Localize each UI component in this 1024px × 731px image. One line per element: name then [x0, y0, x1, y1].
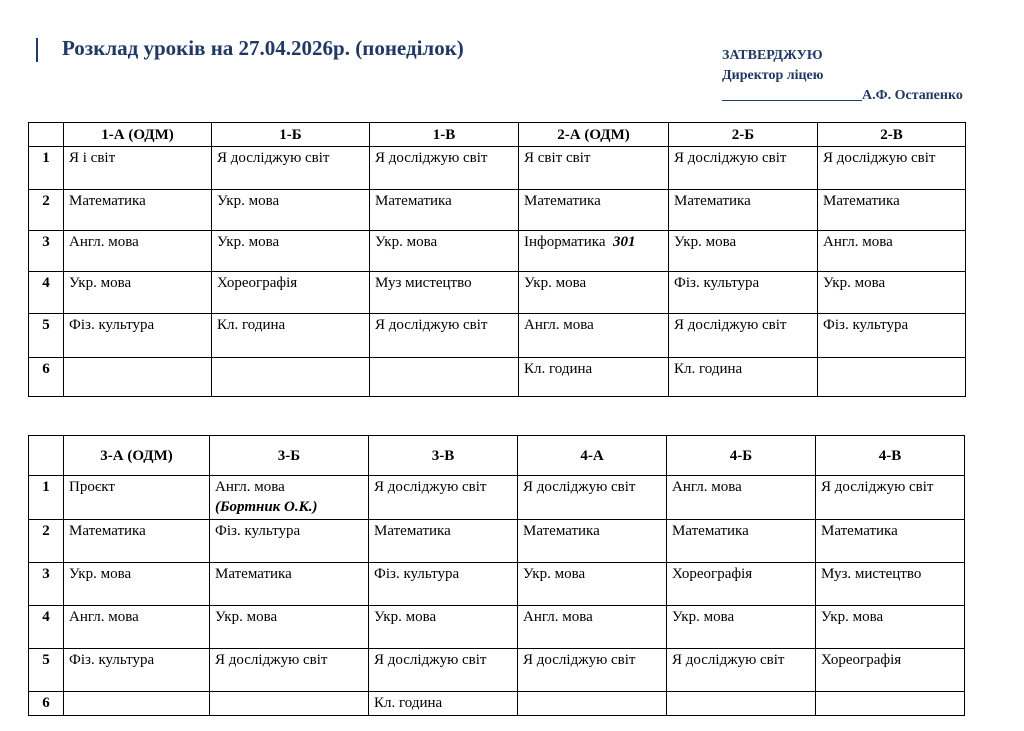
lesson-cell: Математика [816, 520, 965, 563]
lesson-cell: Укр. мова [212, 190, 370, 231]
lesson-cell [816, 692, 965, 716]
lesson-cell: Англ. мова [818, 231, 966, 272]
lesson-cell: Укр. мова [64, 563, 210, 606]
corner-cell [29, 123, 64, 147]
table-row [29, 520, 965, 563]
table-row [29, 606, 965, 649]
class-header: 1-Б [212, 123, 370, 147]
lesson-cell [64, 692, 210, 716]
lesson-cell: Кл. година [369, 692, 518, 716]
lesson-cell: Укр. мова [369, 606, 518, 649]
lesson-cell: Я і світ [64, 147, 212, 190]
lesson-cell: Кл. година [519, 358, 669, 397]
class-header: 4-Б [667, 436, 816, 476]
lesson-cell: Математика [64, 520, 210, 563]
lesson-cell: Фіз. культура [669, 272, 818, 314]
lesson-cell: Я досліджую світ [518, 649, 667, 692]
subject-name: Інформатика [524, 234, 606, 250]
lesson-cell: Хореографія [212, 272, 370, 314]
lesson-cell: Укр. мова [667, 606, 816, 649]
class-header: 3-А (ОДМ) [64, 436, 210, 476]
lesson-cell: Математика [64, 190, 212, 231]
lesson-cell: Я досліджую світ [369, 649, 518, 692]
lesson-cell: Укр. мова [518, 563, 667, 606]
table-row [29, 476, 965, 520]
lesson-number: 6 [29, 692, 64, 716]
table-row [29, 147, 966, 190]
lesson-cell [210, 476, 369, 520]
lesson-cell: Фіз. культура [210, 520, 369, 563]
class-header: 1-А (ОДМ) [64, 123, 212, 147]
lesson-cell [818, 358, 966, 397]
class-header: 1-В [370, 123, 519, 147]
lesson-cell: Я досліджую світ [210, 649, 369, 692]
approver-name: А.Ф. Остапенко [862, 88, 963, 103]
lesson-cell: Укр. мова [818, 272, 966, 314]
lesson-number: 1 [29, 147, 64, 190]
room-number: 301 [612, 234, 636, 250]
lesson-cell: Англ. мова [64, 606, 210, 649]
table-row [29, 563, 965, 606]
lesson-number: 2 [29, 520, 64, 563]
text-cursor [36, 38, 38, 62]
lesson-cell: Муз. мистецтво [816, 563, 965, 606]
class-header: 2-А (ОДМ) [519, 123, 669, 147]
lesson-cell: Проєкт [64, 476, 210, 520]
lesson-cell: Я досліджую світ [212, 147, 370, 190]
lesson-cell: Математика [518, 520, 667, 563]
table-row [29, 190, 966, 231]
lesson-number: 2 [29, 190, 64, 231]
lesson-cell: Фіз. культура [818, 314, 966, 358]
lesson-cell: Англ. мова [519, 314, 669, 358]
table-row [29, 692, 965, 716]
lesson-cell: Я світ світ [519, 147, 669, 190]
class-header: 2-В [818, 123, 966, 147]
table-row [29, 649, 965, 692]
approver-position: Директор ліцею [722, 68, 824, 83]
lesson-cell: Математика [519, 190, 669, 231]
table-row [29, 314, 966, 358]
lesson-cell: Математика [369, 520, 518, 563]
lesson-cell [64, 358, 212, 397]
lesson-cell [518, 692, 667, 716]
teacher-note: (Бортник О.К.) [215, 499, 318, 515]
lesson-cell: Фіз. культура [64, 649, 210, 692]
lesson-cell: Математика [210, 563, 369, 606]
approve-label: ЗАТВЕРДЖУЮ [722, 48, 823, 63]
page-title: Розклад уроків на 27.04.2026р. (понеділок) [62, 36, 464, 60]
corner-cell [29, 436, 64, 476]
lesson-cell: Англ. мова [518, 606, 667, 649]
lesson-cell: Укр. мова [370, 231, 519, 272]
lesson-number: 4 [29, 272, 64, 314]
lesson-cell: Математика [818, 190, 966, 231]
lesson-cell: Фіз. культура [64, 314, 212, 358]
lesson-number: 1 [29, 476, 64, 520]
schedule-table-grades-1-2 [28, 122, 966, 397]
lesson-cell: Математика [370, 190, 519, 231]
lesson-cell: Кл. година [212, 314, 370, 358]
class-header: 3-Б [210, 436, 369, 476]
table-row [29, 231, 966, 272]
lesson-cell: Укр. мова [669, 231, 818, 272]
lesson-cell: Я досліджую світ [369, 476, 518, 520]
class-header: 3-В [369, 436, 518, 476]
class-header: 4-В [816, 436, 965, 476]
lesson-cell: Я досліджую світ [667, 649, 816, 692]
class-header: 2-Б [669, 123, 818, 147]
lesson-cell: Англ. мова [64, 231, 212, 272]
lesson-cell: Укр. мова [816, 606, 965, 649]
table-row [29, 272, 966, 314]
lesson-cell: Я досліджую світ [669, 314, 818, 358]
table-header-row [29, 123, 966, 147]
class-header: 4-А [518, 436, 667, 476]
approval-block [722, 46, 963, 106]
lesson-cell: Укр. мова [64, 272, 212, 314]
table-header-row [29, 436, 965, 476]
lesson-number: 5 [29, 314, 64, 358]
lesson-number: 4 [29, 606, 64, 649]
lesson-cell [667, 692, 816, 716]
lesson-cell [519, 231, 669, 272]
lesson-number: 5 [29, 649, 64, 692]
lesson-cell: Хореографія [816, 649, 965, 692]
lesson-cell: Математика [669, 190, 818, 231]
lesson-cell: Фіз. культура [369, 563, 518, 606]
lesson-cell: Укр. мова [519, 272, 669, 314]
lesson-cell: Я досліджую світ [818, 147, 966, 190]
lesson-cell: Я досліджую світ [669, 147, 818, 190]
lesson-cell: Укр. мова [212, 231, 370, 272]
subject-name: Англ. мова [215, 479, 285, 495]
lesson-cell: Я досліджую світ [370, 147, 519, 190]
table-row [29, 358, 966, 397]
lesson-number: 3 [29, 563, 64, 606]
lesson-cell: Муз мистецтво [370, 272, 519, 314]
lesson-cell: Я досліджую світ [370, 314, 519, 358]
signature-line: ____________________ [722, 88, 862, 103]
lesson-cell: Хореографія [667, 563, 816, 606]
lesson-cell: Укр. мова [210, 606, 369, 649]
lesson-cell: Я досліджую світ [518, 476, 667, 520]
lesson-cell [212, 358, 370, 397]
lesson-number: 3 [29, 231, 64, 272]
lesson-cell [210, 692, 369, 716]
signature-row [722, 86, 963, 106]
lesson-cell: Кл. година [669, 358, 818, 397]
schedule-table-grades-3-4 [28, 435, 965, 716]
lesson-cell: Я досліджую світ [816, 476, 965, 520]
lesson-cell: Англ. мова [667, 476, 816, 520]
lesson-cell [370, 358, 519, 397]
lesson-cell: Математика [667, 520, 816, 563]
lesson-number: 6 [29, 358, 64, 397]
